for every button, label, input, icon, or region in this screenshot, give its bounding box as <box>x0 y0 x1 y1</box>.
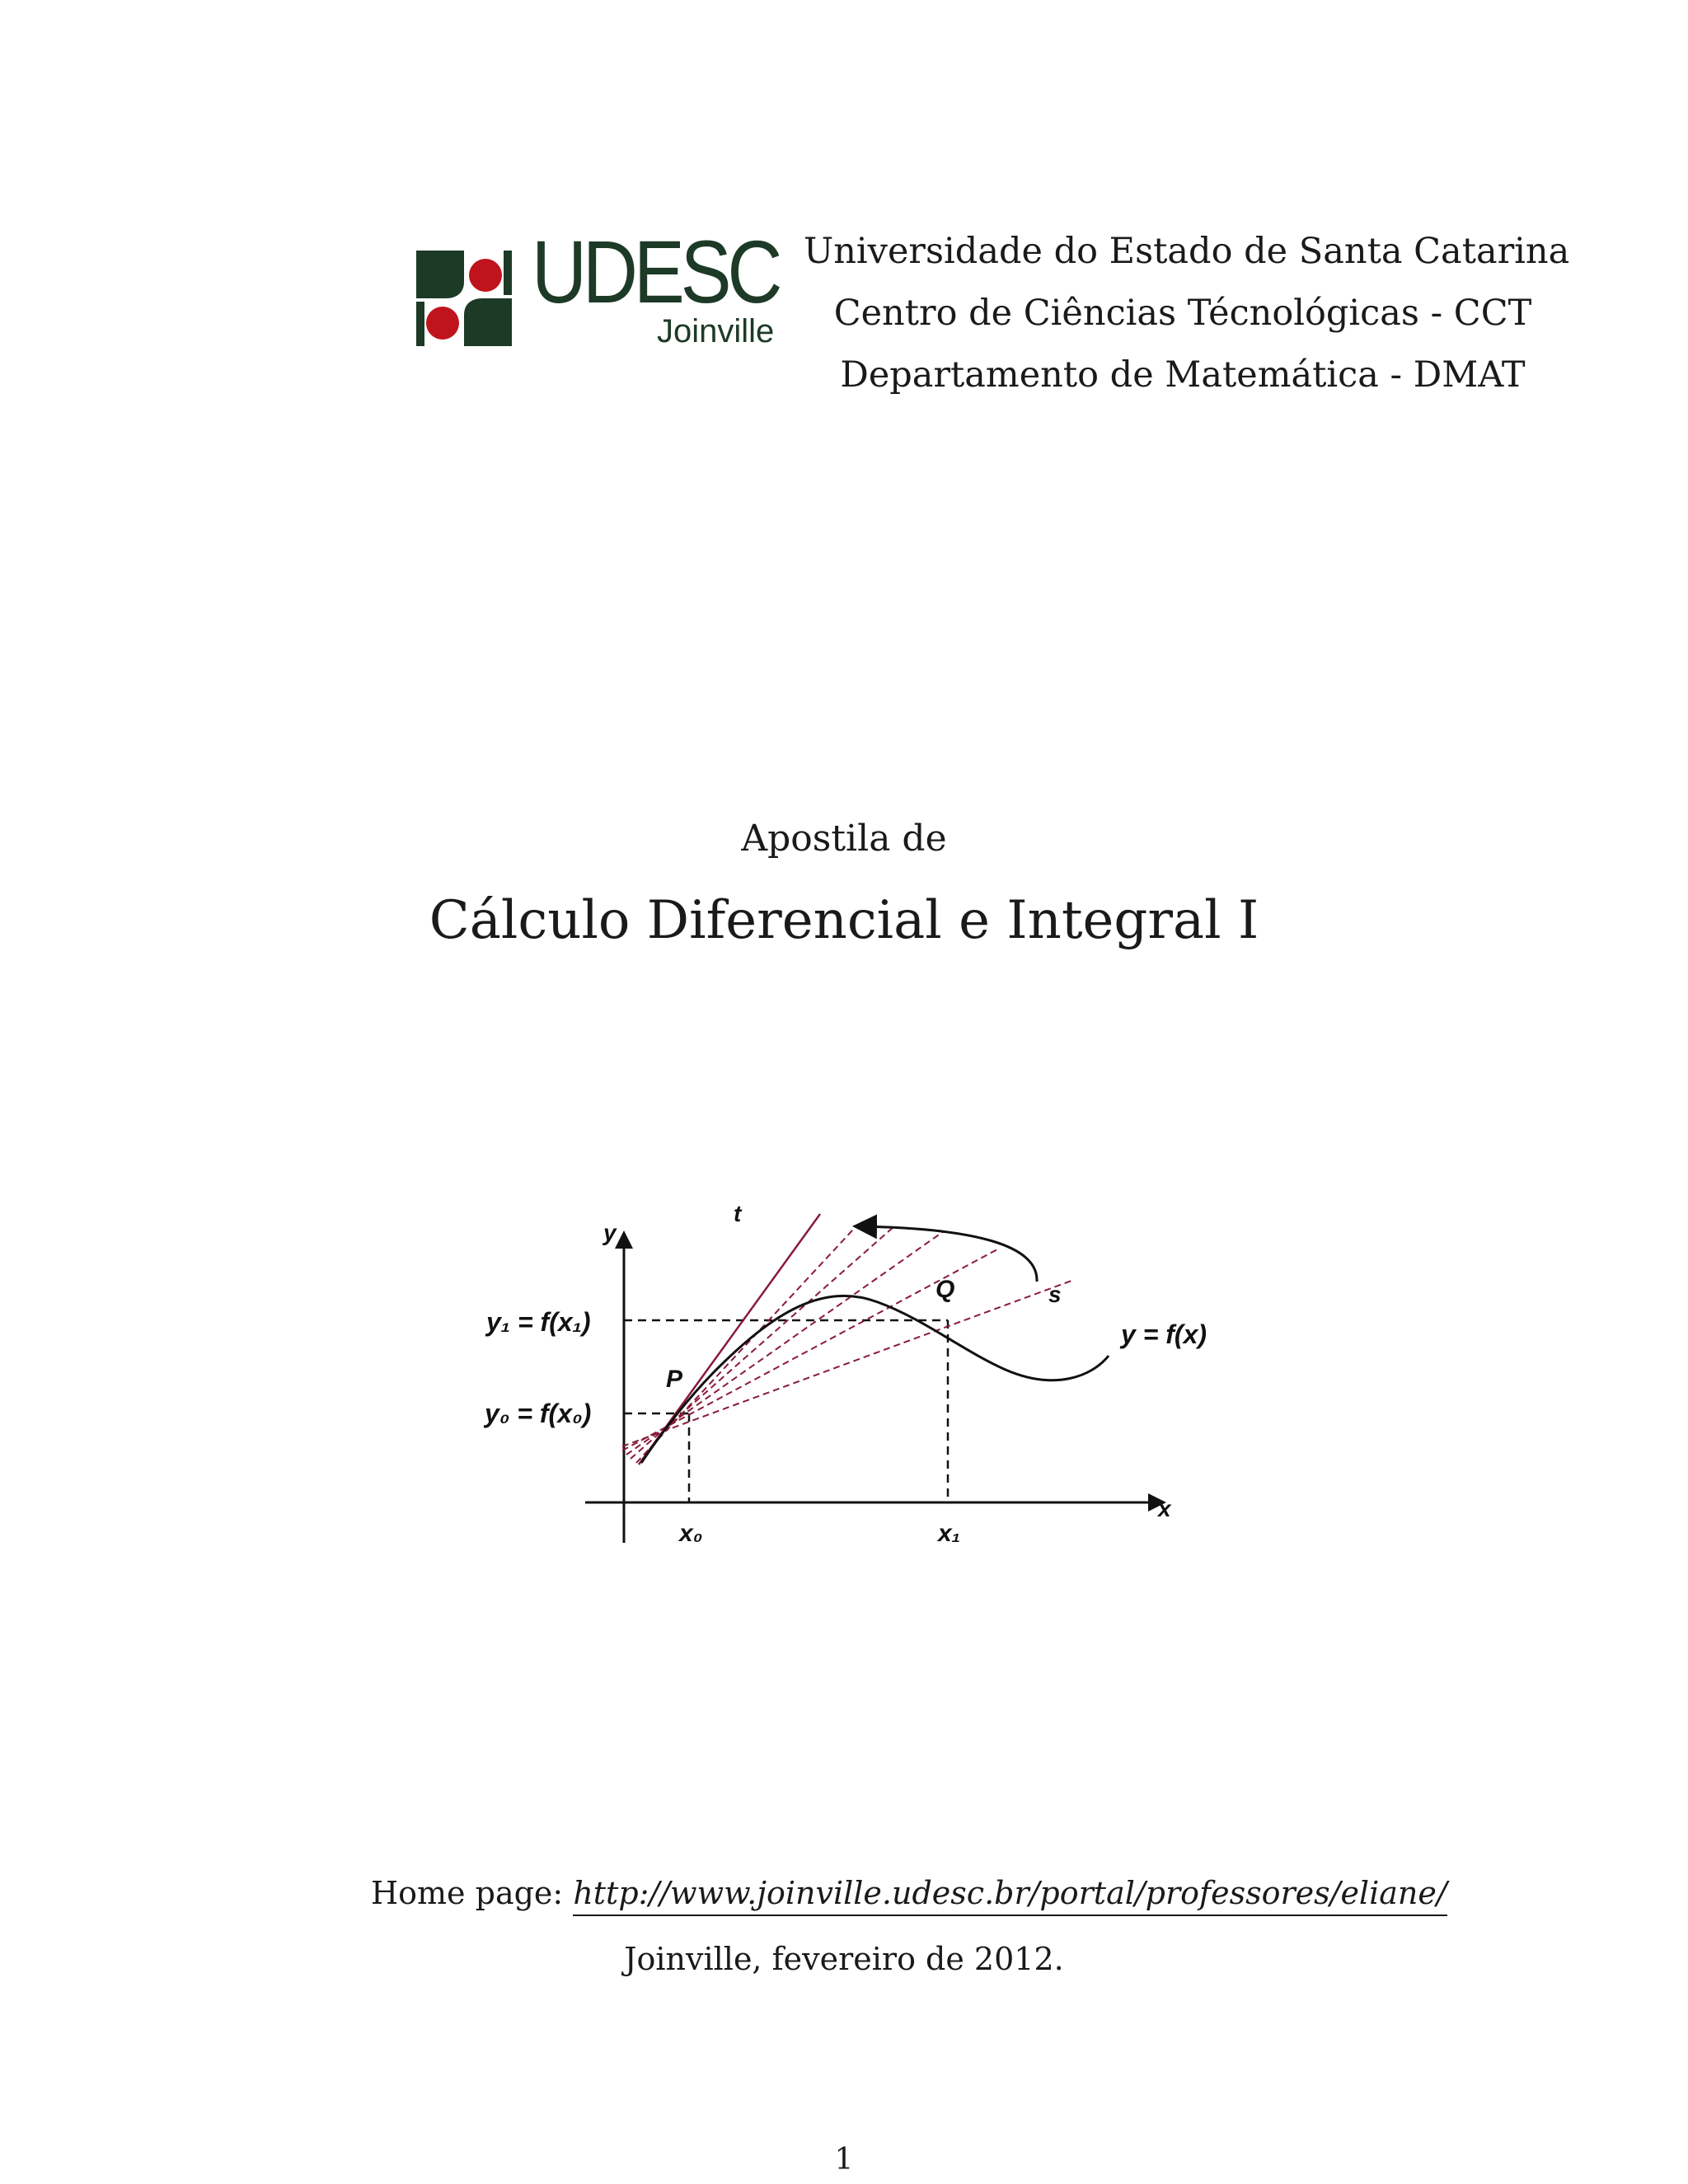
home-page-label: Home page: <box>371 1875 564 1911</box>
home-page-line <box>371 1875 1447 1911</box>
center-name: Centro de Ciências Técnológicas - CCT <box>833 293 1532 334</box>
university-name: Universidade do Estado de Santa Catarina <box>804 231 1570 272</box>
udesc-logo-mark-icon <box>416 251 512 346</box>
secant-line-5 <box>636 1230 853 1463</box>
home-page-link[interactable]: http://www.joinville.udesc.br/portal/professores/eliane/ <box>573 1875 1447 1916</box>
secant-label: s <box>1048 1282 1062 1307</box>
point-p-label: P <box>666 1366 683 1393</box>
logo-city: Joinville <box>657 313 775 349</box>
page-number: 1 <box>834 2143 854 2177</box>
city-date: Joinville, fevereiro de 2012. <box>624 1941 1064 1977</box>
y0-label: y₀ = f(x₀) <box>485 1399 592 1428</box>
point-q-label: Q <box>935 1276 955 1303</box>
x1-label: x₁ <box>938 1520 961 1547</box>
tangent-secant-figure <box>462 1179 1286 1566</box>
tangent-label: t <box>734 1201 742 1226</box>
x0-label: x₀ <box>679 1520 703 1547</box>
y-axis-arrow-icon <box>615 1230 633 1249</box>
institution-header <box>804 221 1570 406</box>
document-subtitle: Apostila de <box>741 818 947 860</box>
y-axis-label: y <box>603 1220 617 1245</box>
y1-label: y₁ = f(x₁) <box>486 1307 591 1337</box>
tangent-secant-diagram <box>462 1179 1286 1566</box>
udesc-logo <box>416 222 787 354</box>
function-label: y = f(x) <box>1121 1319 1207 1349</box>
department-name: Departamento de Matemática - DMAT <box>840 354 1526 396</box>
document-title: Cálculo Diferencial e Integral I <box>429 890 1259 951</box>
x-axis-label: x <box>1158 1496 1171 1521</box>
logo-wordmark: UDESC <box>532 222 779 321</box>
